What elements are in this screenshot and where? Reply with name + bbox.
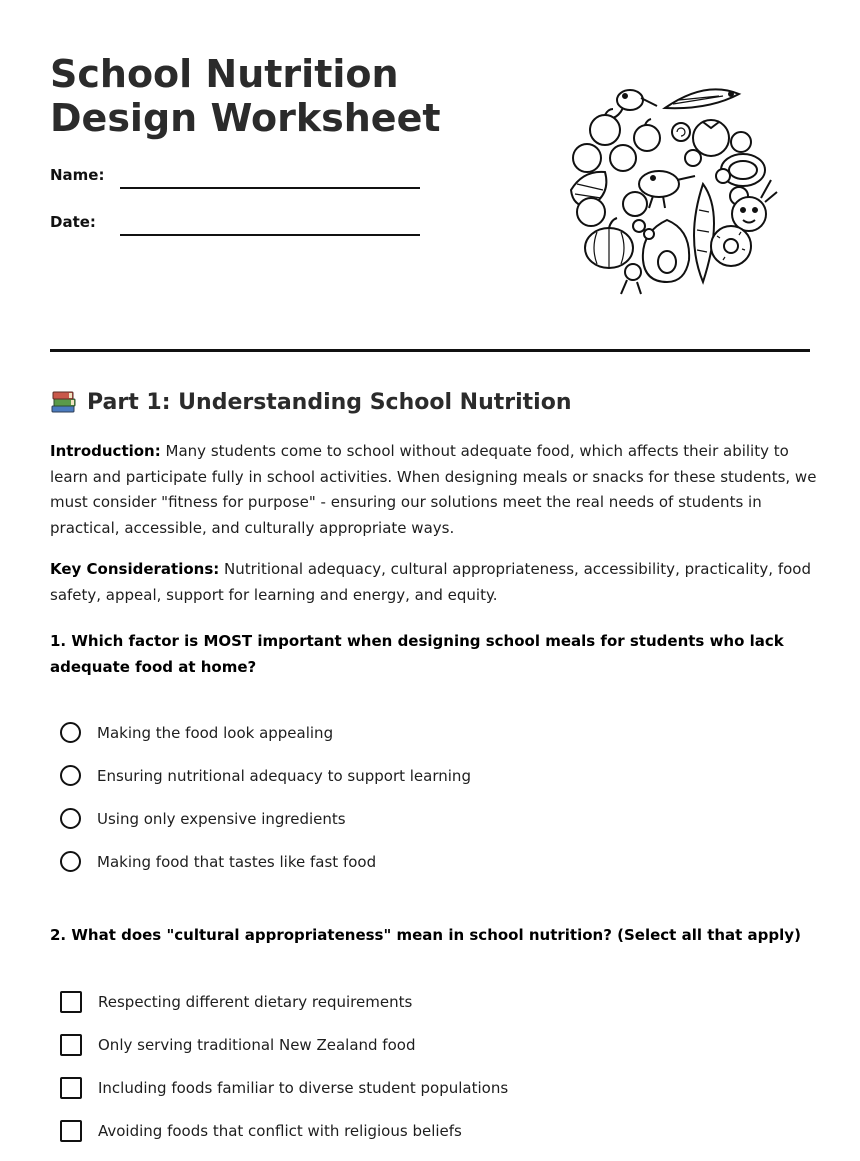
intro-paragraph — [50, 439, 820, 541]
radio-button[interactable] — [60, 765, 81, 786]
q1-option-2[interactable] — [60, 765, 471, 786]
part1-title: Part 1: Understanding School Nutrition — [87, 389, 572, 415]
worksheet-title: School Nutrition Design Worksheet — [50, 52, 441, 140]
books-icon — [50, 389, 78, 415]
q1-option-3[interactable] — [60, 808, 346, 829]
intro-text: Many students come to school without adequate food, which affects their ability to learn and participate fully in school activities. When designing meals or snacks for these students, we must consider "fitness for purpose" - ensuring our solutions meet the real needs of students in practical, accessible, and culturally appropriate ways. — [50, 442, 817, 537]
name-label: Name: — [50, 166, 105, 184]
q1-option-1[interactable] — [60, 722, 333, 743]
q2-option-4[interactable] — [60, 1120, 462, 1142]
date-label: Date: — [50, 213, 96, 231]
question-2: 2. What does "cultural appropriateness" mean in school nutrition? (Select all that apply) — [50, 926, 801, 944]
key-text: Nutritional adequacy, cultural appropriateness, accessibility, practicality, food safety, appeal, support for learning and energy, and equity. — [50, 560, 812, 604]
q2-option-2[interactable] — [60, 1034, 415, 1056]
q2-option-3[interactable] — [60, 1077, 508, 1099]
option-label: Avoiding foods that conflict with religious beliefs — [98, 1122, 462, 1140]
name-field[interactable] — [120, 187, 420, 189]
q2-option-1[interactable] — [60, 991, 412, 1013]
radio-button[interactable] — [60, 722, 81, 743]
option-label: Ensuring nutritional adequacy to support learning — [97, 766, 471, 785]
checkbox[interactable] — [60, 1077, 82, 1099]
question-1: 1. Which factor is MOST important when designing school meals for students who lack adequate food at home? — [50, 632, 784, 676]
option-label: Only serving traditional New Zealand food — [98, 1036, 416, 1054]
date-field[interactable] — [120, 234, 420, 236]
q1-option-4[interactable] — [60, 851, 376, 872]
key-considerations-paragraph — [50, 557, 820, 608]
checkbox[interactable] — [60, 991, 82, 1013]
option-label: Using only expensive ingredients — [97, 809, 346, 828]
food-doodle-illustration — [553, 80, 785, 296]
section-divider — [50, 349, 810, 352]
option-label: Making food that tastes like fast food — [97, 852, 377, 871]
option-label: Making the food look appealing — [97, 723, 334, 742]
checkbox[interactable] — [60, 1120, 82, 1142]
part1-heading — [50, 389, 571, 415]
intro-label: Introduction: — [50, 442, 161, 460]
checkbox[interactable] — [60, 1034, 82, 1056]
radio-button[interactable] — [60, 808, 81, 829]
option-label: Including foods familiar to diverse student populations — [98, 1079, 509, 1097]
option-label: Respecting different dietary requirements — [98, 993, 413, 1011]
key-label: Key Considerations: — [50, 560, 220, 578]
radio-button[interactable] — [60, 851, 81, 872]
